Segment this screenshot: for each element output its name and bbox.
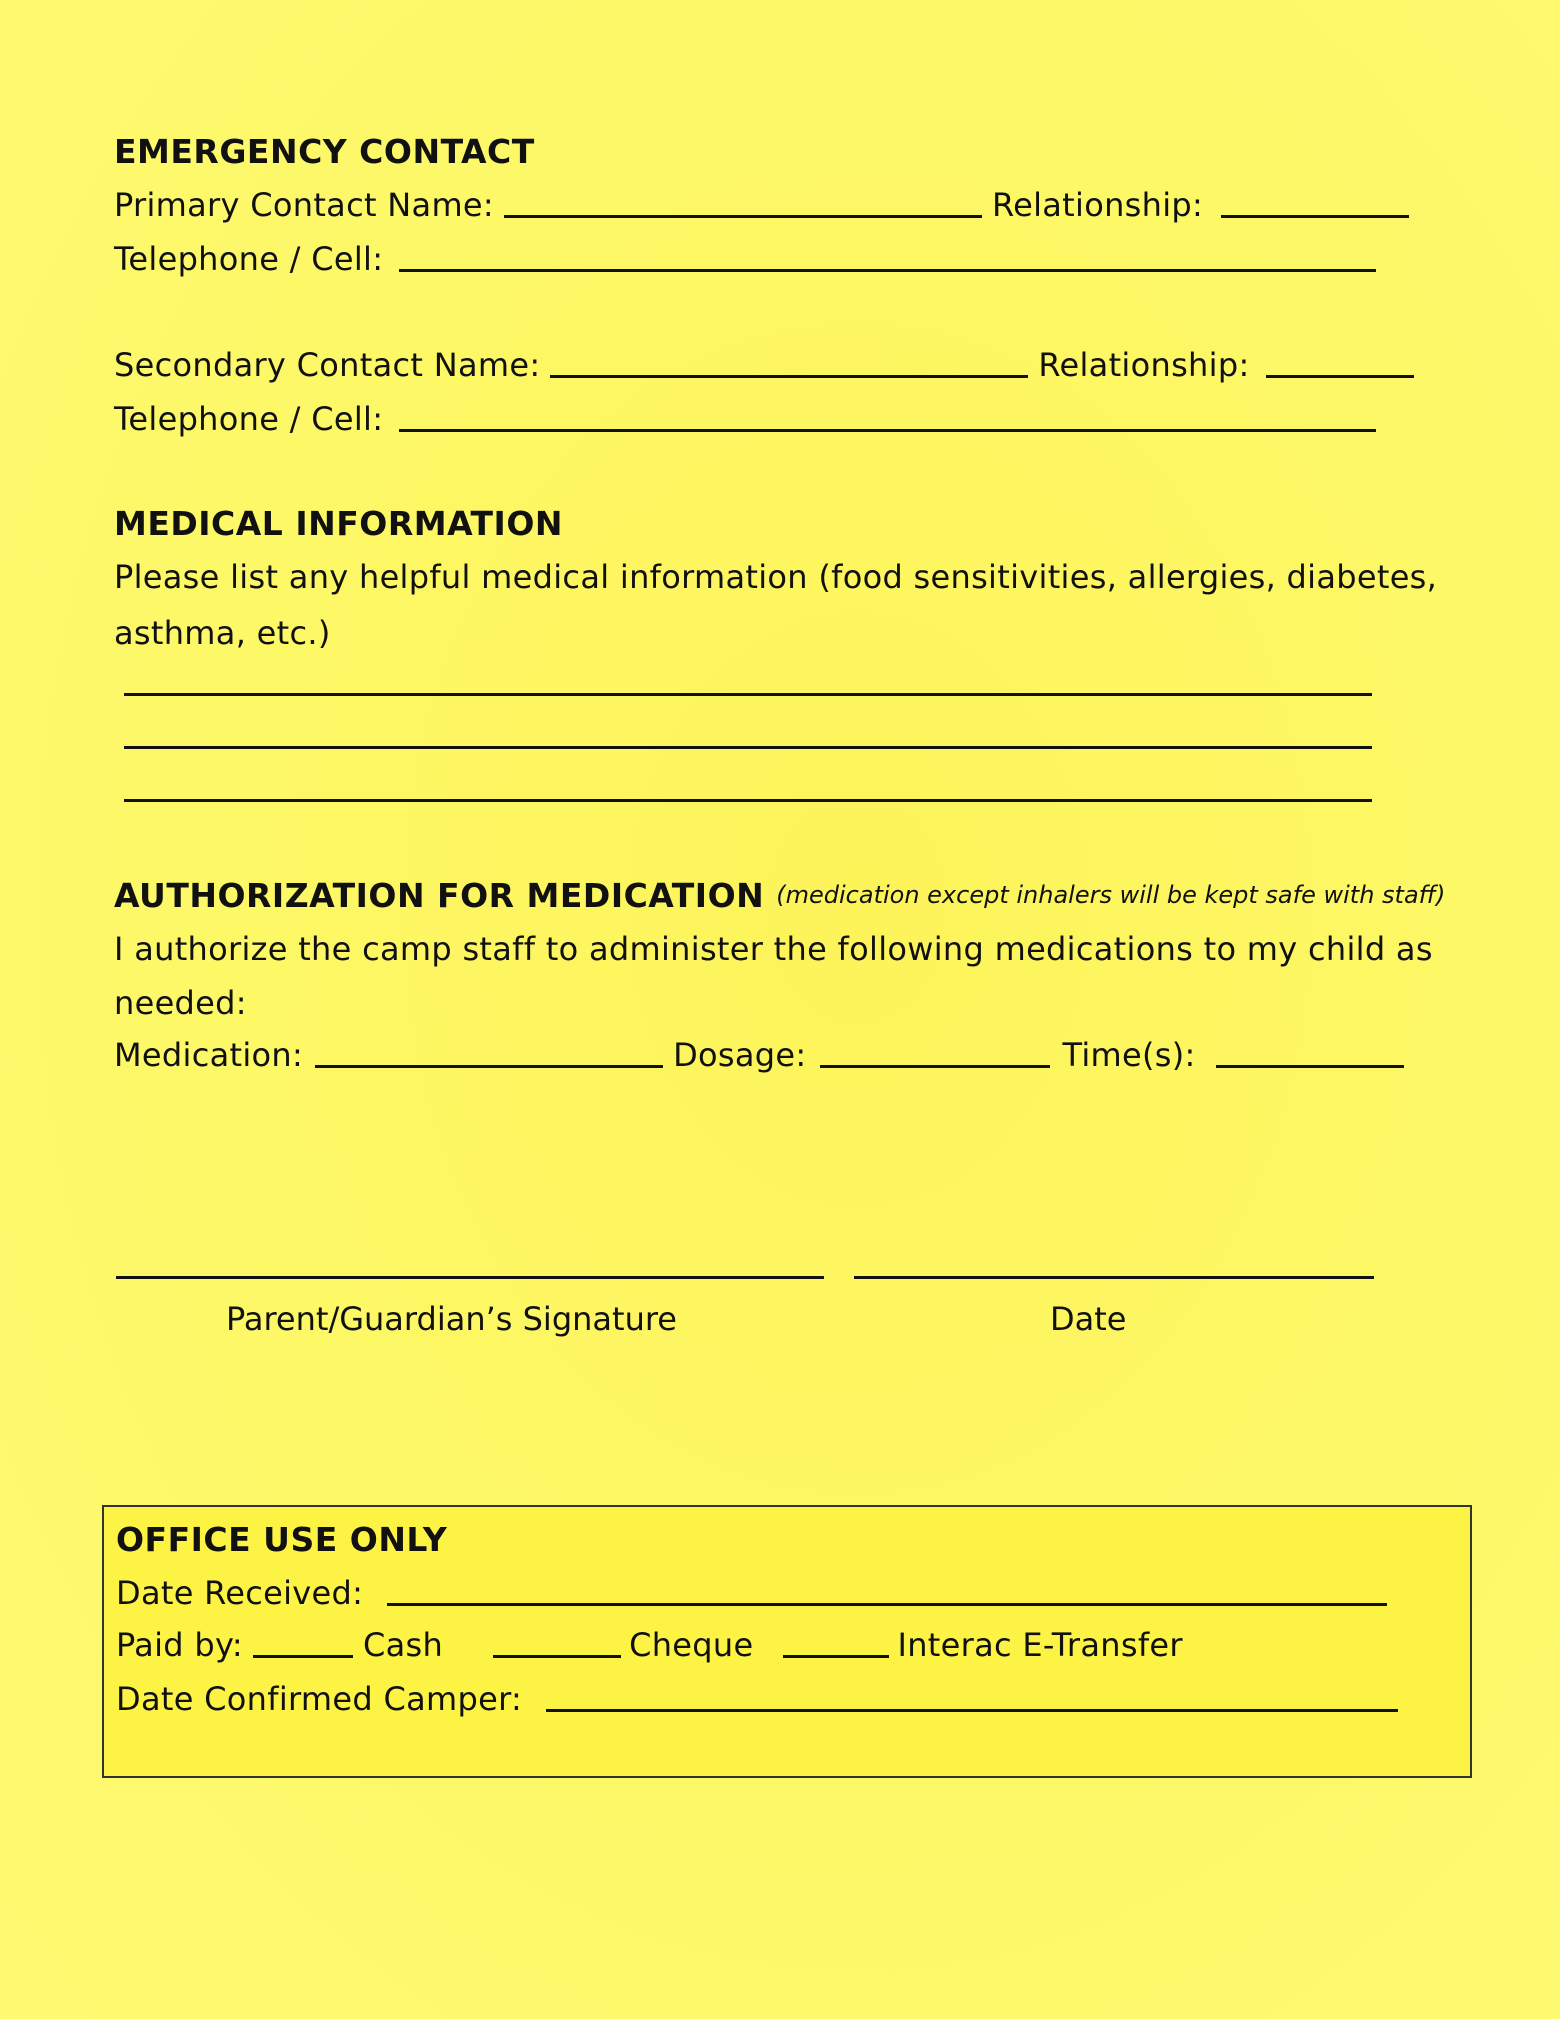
prompt-text: Please list any helpful medical information (food sensitivities, allergies, diabetes, [114,558,1438,596]
interac-field[interactable] [783,1651,889,1658]
authorization-heading: AUTHORIZATION FOR MEDICATION [114,876,765,915]
date-line[interactable] [854,1276,1374,1279]
secondary-contact-row [114,346,1414,384]
medication-row [114,1036,1404,1074]
emergency-contact-heading [114,132,535,171]
medical-prompt-line-1 [114,558,1437,596]
medication-label: Medication: [114,1036,304,1074]
primary-contact-row [114,186,1409,224]
medical-information-heading [114,504,563,543]
office-use-heading [116,1520,447,1559]
authorization-statement-line-1 [114,930,1433,968]
prompt-text: asthma, etc.) [114,614,331,652]
statement-text: needed: [114,984,247,1022]
authorization-statement-line-2 [114,984,247,1022]
dosage-label: Dosage: [673,1036,807,1074]
signature-line[interactable] [116,1276,824,1279]
interac-label: Interac E-Transfer [897,1626,1183,1664]
secondary-telephone-row [114,400,1376,438]
primary-telephone-label: Telephone / Cell: [114,240,384,278]
medical-info-line-2[interactable] [124,746,1372,749]
signature-caption: Parent/Guardian’s Signature [226,1300,677,1338]
section-title: EMERGENCY CONTACT [114,132,535,171]
date-confirmed-field[interactable] [546,1705,1398,1712]
date-confirmed-label: Date Confirmed Camper: [116,1680,523,1718]
secondary-telephone-label: Telephone / Cell: [114,400,384,438]
secondary-relationship-field[interactable] [1266,371,1414,378]
primary-contact-name-label: Primary Contact Name: [114,186,494,224]
date-received-label: Date Received: [116,1574,364,1612]
medical-info-line-1[interactable] [124,693,1372,696]
times-label: Time(s): [1062,1036,1196,1074]
cash-label: Cash [362,1626,444,1664]
date-received-field[interactable] [387,1599,1387,1606]
primary-telephone-row [114,240,1376,278]
primary-relationship-field[interactable] [1221,211,1409,218]
secondary-contact-name-field[interactable] [550,371,1028,378]
section-title: OFFICE USE ONLY [116,1520,448,1559]
paid-by-row [116,1626,1183,1664]
primary-telephone-field[interactable] [399,265,1376,272]
secondary-relationship-label: Relationship: [1038,346,1250,384]
authorization-note: (medication except inhalers will be kept safe with staff) [776,881,1446,909]
secondary-telephone-field[interactable] [399,425,1376,432]
statement-text: I authorize the camp staff to administer the following medications to my child as [114,930,1433,968]
cheque-label: Cheque [629,1626,754,1664]
times-field[interactable] [1216,1061,1404,1068]
authorization-heading-row [114,876,1445,915]
paid-by-label: Paid by: [116,1626,243,1664]
medical-prompt-line-2 [114,614,331,652]
section-title: MEDICAL INFORMATION [114,504,564,543]
dosage-field[interactable] [820,1061,1050,1068]
medical-info-line-3[interactable] [124,799,1372,802]
date-received-row [116,1574,1387,1612]
date-confirmed-row [116,1680,1398,1718]
medication-field[interactable] [315,1061,663,1068]
date-caption: Date [1050,1300,1127,1338]
secondary-contact-name-label: Secondary Contact Name: [114,346,541,384]
primary-contact-name-field[interactable] [504,211,982,218]
cheque-field[interactable] [493,1651,621,1658]
primary-relationship-label: Relationship: [992,186,1204,224]
cash-field[interactable] [253,1651,353,1658]
